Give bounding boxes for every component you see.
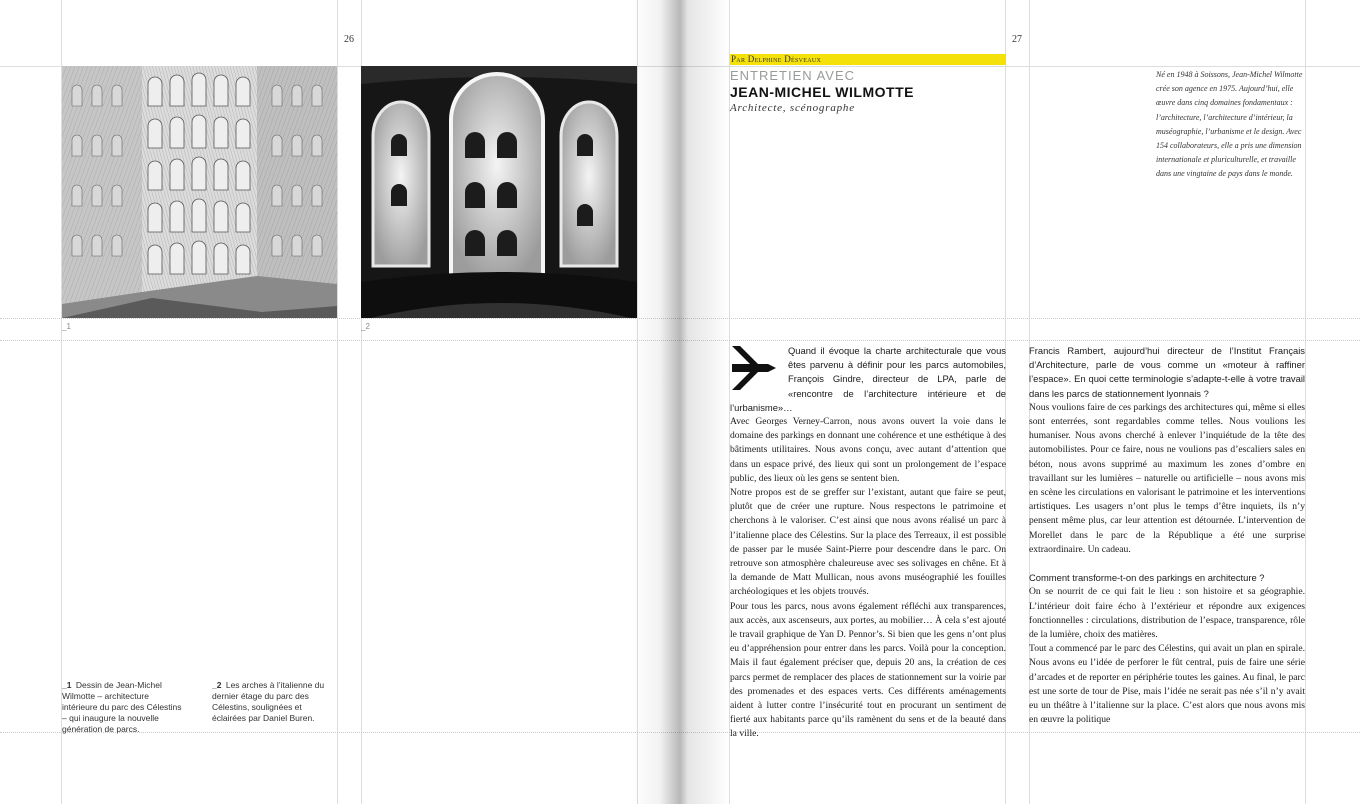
caption-1-text: Dessin de Jean-Michel Wilmotte – architecture intérieure du parc des Célestins – qui inaugure la nouvelle génération de parcs. xyxy=(62,680,182,734)
page-gutter-shadow xyxy=(630,0,730,804)
page-number-right: 27 xyxy=(1012,34,1022,45)
interview-question: Francis Rambert, aujourd’hui directeur de l’Institut Français d’Architecture, parle de vous comme un «moteur à raffiner l’espace». En quoi cette terminologie s’adapte-t-elle à votre travail dans les parcs de stationnement lyonnais ? xyxy=(1029,345,1305,399)
paragraph: Nous voulions faire de ces parkings des architectures qui, même si elles sont enterrées, sont regardables comme telles. Nous voulions les humaniser. Nous avons cherché à enlever l’inquiétude de la tête des automobilistes. Pour ce faire, nous ne voulions pas d’escaliers sales en béton, nous avons supprimé au maximum les zones d’ombre en travaillant sur les lumières – naturelle ou artificielle – nous avons mis en scène les circulations en valorisant le patrimoine et les interventions artistiques. Les usagers n’ont plus le temps d’être inquiets, ils n’y pensent même plus, car leur attention est détournée. L’intervention de Morellet dans le parc de la République a été une surprise extraordinaire. Un cadeau. xyxy=(1029,401,1305,555)
caption-2-text: Les arches à l’italienne du dernier étage du parc des Célestins, soulignées et éclairées par Daniel Buren. xyxy=(212,680,325,723)
figure-1-number: _1 xyxy=(62,322,71,331)
figure-1-drawing xyxy=(62,66,337,318)
caption-1 xyxy=(62,680,186,735)
caption-2 xyxy=(212,680,336,724)
interview-question: Comment transforme-t-on des parkings en architecture ? xyxy=(1029,572,1265,584)
grid-line xyxy=(337,0,338,804)
interview-question: Quand il évoque la charte architecturale que vous êtes parvenu à définir pour les parcs automobiles, François Gindre, directeur de LPA, parle de «rencontre de l’architecture intérieure et de l’urbanisme»… xyxy=(730,345,1006,413)
paragraph: Notre propos est de se greffer sur l’existant, autant que faire se peut, plutôt que de créer une rupture. Nous respectons le patrimoine et cherchons à le valoriser. C’est ainsi que nous avons réalisé un parc à l’italienne place des Célestins. Sur la place des Terreaux, il est possible de passer par le musée Saint-Pierre pour descendre dans le parc. On retrouve son atmosphère chaleureuse avec ses solivages en chêne. Et à la demande de Matt Mullican, nous avons muséographié les fouilles archéologiques et les objets trouvés. xyxy=(730,487,1006,598)
paragraph: On se nourrit de ce qui fait le lieu : son histoire et sa géographie. L’intérieur doit faire écho à l’extérieur et répondre aux exigences fonctionnelles : circulations, distribution de l’espace, transparence, rôle de la lumière, choix des matières. xyxy=(1029,586,1305,641)
paragraph: Pour tous les parcs, nous avons également réfléchi aux transparences, aux accès, aux ascenseurs, aux portes, au mobilier… À cela s’est ajouté le travail graphique de Yan D. Pennor’s. Si bien que les gens n’ont plus eu d’appréhension pour entrer dans les parcs. Voilà pour la conception. Mais il faut également préciser que, depuis 20 ans, la création de ces parcs permet de remplacer des places de stationnement sur la voirie par des promenades et des espaces verts. Ces différents aménagements aident à lutter contre l’insécurité tout en procurant un sentiment de fierté aux habitants parce qu’ils ramènent du sens et de la beauté dans la ville. xyxy=(730,600,1006,740)
byline: Par Delphine Désveaux xyxy=(730,54,1006,65)
figure-2-photo xyxy=(361,66,637,318)
article-title: JEAN-MICHEL WILMOTTE xyxy=(730,84,914,100)
caption-1-number: _1 xyxy=(62,680,72,690)
page-number-left: 26 xyxy=(344,34,354,45)
paragraph-gap xyxy=(1029,557,1305,571)
article-column-2 xyxy=(1029,344,1305,727)
paragraph: Avec Georges Verney-Carron, nous avons ouvert la voie dans le domaine des parkings en donnant une cohérence et une esthétique à des bâtiments utilitaires. Nous avons conçu, avec autant d’attention que dans un espace privé, des lieux qui sont un prolongement de l’espace public, des lieux où les gens se sentent bien. xyxy=(730,416,1006,484)
paragraph: Tout a commencé par le parc des Célestins, qui avait un plan en spirale. Nous avons eu l’idée de perforer le fût central, puis de faire une série d’arcades et de reporter en périphérie toutes les gaines. Au final, le parc est une sorte de tour de Pise, mais l’idée ne serait pas née s’il n’y avait eu un théâtre à l’italienne sur la place. C’est alors que nous avons mis en œuvre la politique xyxy=(1029,643,1305,726)
caption-2-number: _2 xyxy=(212,680,222,690)
article-subtitle: Architecte, scénographe xyxy=(730,102,855,114)
figure-2-number: _2 xyxy=(361,322,370,331)
author-bio-sidenote: Né en 1948 à Soissons, Jean-Michel Wilmotte crée son agence en 1975. Aujourd’hui, elle œuvre dans cinq domaines fondamentaux : l’architecture, l’architecture d’intérieur, la muséographie, l’urbanisme et le design. Avec 154 collaborateurs, elle a pris une dimension internationale et pluriculturelle, et travaille dans une vingtaine de pays dans le monde. xyxy=(1156,70,1303,179)
arrow-right-icon xyxy=(730,344,778,392)
article-column-1 xyxy=(730,344,1006,742)
article-kicker: ENTRETIEN AVEC xyxy=(730,68,856,83)
